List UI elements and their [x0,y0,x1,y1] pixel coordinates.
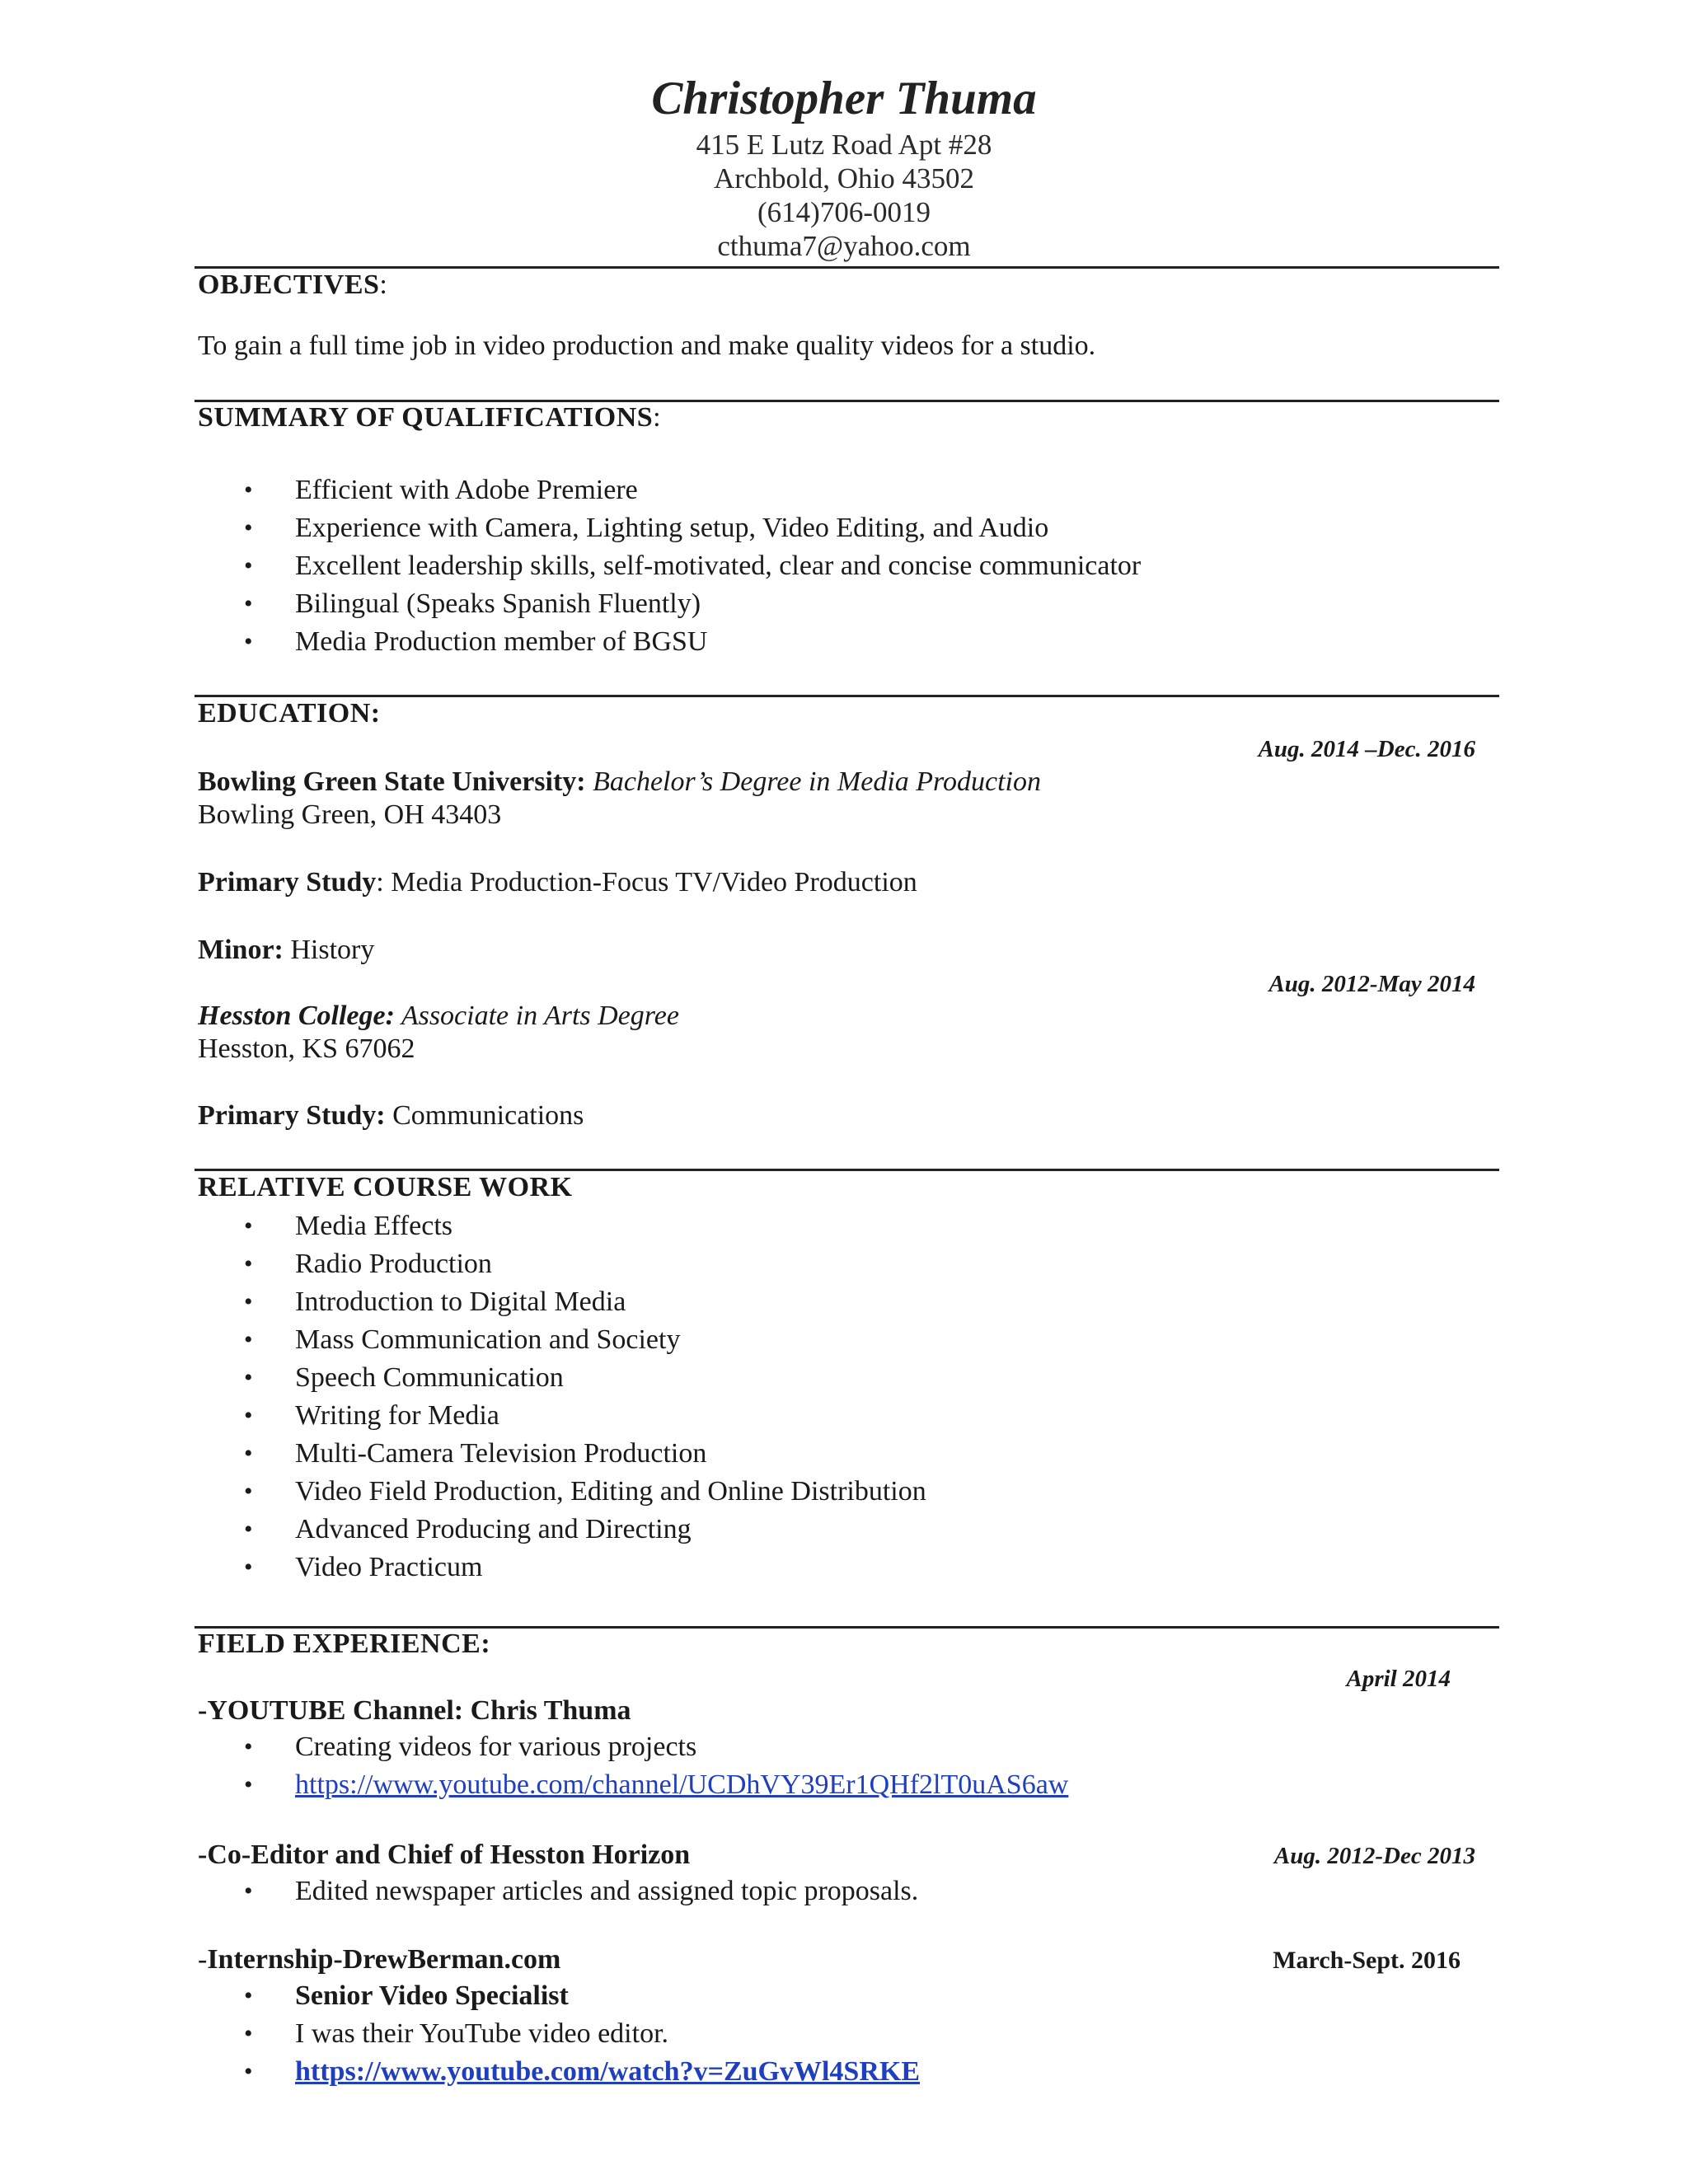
bullet-icon: • [244,1250,253,1277]
youtube-date: April 2014 [1346,1666,1451,1692]
list-item: Mass Communication and Society [295,1324,681,1355]
bullet-icon: • [244,1733,253,1760]
internship-video-link[interactable]: https://www.youtube.com/watch?v=ZuGvWl4SRKE [295,2056,921,2087]
list-item: Video Practicum [295,1552,483,1582]
phone-number: (614)706-0019 [757,196,931,228]
email-address: cthuma7@yahoo.com [717,230,971,262]
bgsu-primary-study: Primary Study: Media Production-Focus TV/Video Production [198,867,917,898]
list-item: Video Field Production, Editing and Online Distribution [295,1476,926,1507]
bgsu-location: Bowling Green, OH 43403 [198,799,502,830]
bullet-icon: • [244,590,253,617]
list-item: Experience with Camera, Lighting setup, Video Editing, and Audio [295,513,1049,543]
list-item: Edited newspaper articles and assigned topic proposals. [295,1876,919,1906]
list-item: Media Effects [295,1211,453,1241]
address-line-1: 415 E Lutz Road Apt #28 [696,129,992,161]
section-divider [195,266,1499,269]
list-item: Radio Production [295,1249,492,1279]
list-item: Advanced Producing and Directing [295,1514,692,1544]
list-item: Speech Communication [295,1362,564,1393]
list-item: Introduction to Digital Media [295,1286,626,1317]
list-item: Senior Video Specialist [295,1980,569,2011]
bullet-icon: • [244,1554,253,1581]
bullet-icon: • [244,1440,253,1467]
bgsu-date: Aug. 2014 –Dec. 2016 [1258,736,1475,762]
bullet-icon: • [244,1402,253,1429]
bgsu-minor: Minor: History [198,935,375,965]
education-heading: EDUCATION: [198,698,381,729]
experience-heading: FIELD EXPERIENCE: [198,1629,491,1659]
bullet-icon: • [244,1771,253,1798]
list-item: Bilingual (Speaks Spanish Fluently) [295,588,701,619]
list-item: Media Production member of BGSU [295,626,708,657]
objectives-text: To gain a full time job in video production and make quality videos for a studio. [198,330,1096,361]
bullet-icon: • [244,476,253,504]
bullet-icon: • [244,514,253,541]
horizon-title: -Co-Editor and Chief of Hesston Horizon [198,1840,691,1870]
hesston-school: Hesston College: Associate in Arts Degree [198,1001,679,1031]
objectives-heading: OBJECTIVES: [198,269,388,300]
bullet-icon: • [244,1877,253,1905]
bullet-icon: • [244,628,253,655]
section-divider [195,695,1499,697]
hesston-location: Hesston, KS 67062 [198,1033,415,1064]
list-item: I was their YouTube video editor. [295,2018,669,2049]
hesston-primary-study: Primary Study: Communications [198,1100,584,1131]
internship-date: March-Sept. 2016 [1273,1947,1461,1974]
internship-title: -Internship-DrewBerman.com [198,1944,561,1975]
bullet-icon: • [244,1212,253,1240]
resume-name: Christopher Thuma [651,73,1037,124]
qualifications-heading: SUMMARY OF QUALIFICATIONS: [198,402,662,433]
bullet-icon: • [244,2020,253,2047]
coursework-heading: RELATIVE COURSE WORK [198,1172,573,1202]
hesston-date: Aug. 2012-May 2014 [1268,971,1475,997]
bullet-icon: • [244,1478,253,1505]
horizon-date: Aug. 2012-Dec 2013 [1273,1843,1475,1869]
bullet-icon: • [244,2058,253,2085]
youtube-title: -YOUTUBE Channel: Chris Thuma [198,1695,631,1726]
youtube-channel-link[interactable]: https://www.youtube.com/channel/UCDhVY39Er1QHf2lT0uAS6aw [295,1769,1069,1800]
list-item: Excellent leadership skills, self-motivated, clear and concise communicator [295,551,1142,581]
bullet-icon: • [244,1288,253,1315]
bullet-icon: • [244,1364,253,1391]
bullet-icon: • [244,552,253,579]
list-item: Efficient with Adobe Premiere [295,475,638,505]
list-item: Writing for Media [295,1400,499,1431]
address-line-2: Archbold, Ohio 43502 [714,162,974,194]
bullet-icon: • [244,1516,253,1543]
list-item: Multi-Camera Television Production [295,1438,707,1469]
bgsu-school: Bowling Green State University: Bachelor’s Degree in Media Production [198,766,1041,797]
list-item: Creating videos for various projects [295,1732,697,1762]
bullet-icon: • [244,1982,253,2009]
bullet-icon: • [244,1326,253,1353]
